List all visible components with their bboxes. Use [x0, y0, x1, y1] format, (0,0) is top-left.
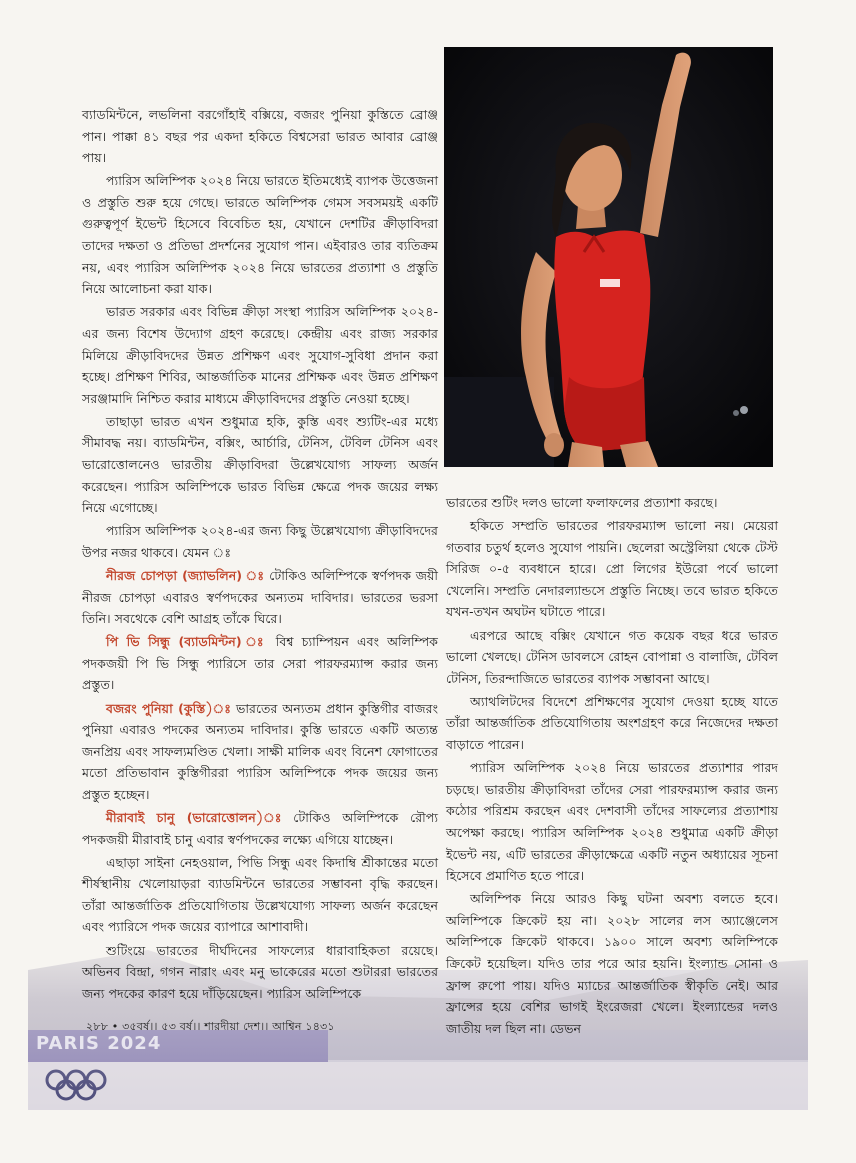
watermark-text: PARIS 2024	[36, 1033, 162, 1054]
athlete-paragraph-bajrang	[82, 698, 438, 806]
left-article-column	[82, 104, 438, 1006]
page-footer: ২৮৮ • ৩৫বর্ষ।। ৫৩ বর্ষ।। শারদীয়া দেশ।। আশ্বিন ১৪৩১	[86, 1020, 335, 1033]
athlete-description: ভারতের অন্যতম প্রধান কুস্তিগীর বাজরং পুনিয়া এবারও পদকের অন্যতম দাবিদার। কুস্তি ভারতে একটি অত্যন্ত জনপ্রিয় এবং সাফল্যমণ্ডিত খেলা। সাক্ষী মালিক এবং বিনেশ ফোগাতের মতো প্রতিভাবান কুস্তিগীররা প্যারিস অলিম্পিকে পদক জয়ের জন্য প্রস্তুত হচ্ছেন।	[82, 700, 439, 802]
paragraph: এরপরে আছে বক্সিং যেখানে গত কয়েক বছর ধরে ভারত ভালো খেলছে। টেনিস ডাবলসে রোহন বোপান্না ও বালাজি, টেবিল টেনিস, তিরন্দাজিতে ভারতের ব্যাপক সম্ভাবনা আছে।	[446, 627, 778, 686]
athlete-description: টোকিও অলিম্পিকে রৌপ্য পদকজয়ী মীরাবাই চানু এবার স্বর্ণপদকের লক্ষ্যে এগিয়ে যাচ্ছেন।	[82, 810, 438, 847]
paragraph: ব্যাডমিন্টনে, লভলিনা বরগোঁহাই বক্সিয়ে, বজরং পুনিয়া কুস্তিতে ব্রোঞ্জ পান। পাক্কা ৪১ বছর পর একদা হকিতে বিশ্বসেরা ভারত আবার ব্রোঞ্জ পায়।	[82, 107, 438, 166]
paragraph: এছাড়া সাইনা নেহওয়াল, পিভি সিন্ধু এবং কিদাম্বি শ্রীকান্তের মতো শীর্ষস্থানীয় খেলোয়াড়রা ব্যাডমিন্টনে ভারতের সম্ভাবনা বৃদ্ধি করছেন। তাঁরা আন্তর্জাতিক প্রতিযোগিতায় উল্লেখযোগ্য সাফল্য অর্জন করেছেন এবং প্যারিসে পদক জয়ের ব্যাপারে আশাবাদী।	[82, 854, 438, 935]
wrestler-photo	[444, 47, 773, 467]
athlete-name-highlight: পি ভি সিন্ধু (ব্যাডমিন্টন) ঃ	[106, 634, 268, 650]
athlete-description: টোকিও অলিম্পিকে স্বর্ণপদক জয়ী নীরজ চোপড়া এবারও স্বর্ণপদকের অন্যতম দাবিদার। ভারতের ভরসা তিনি। সবথেকে বেশি আগ্রহ তাঁকে ঘিরে।	[82, 567, 438, 627]
paragraph: অলিম্পিক নিয়ে আরও কিছু ঘটনা অবশ্য বলতে হবে। অলিম্পিকে ক্রিকেট হয় না। ২০২৮ সালের লস অ্যাঞ্জেলেস অলিম্পিকে ক্রিকেট থাকবে। ১৯০০ সালে অবশ্য অলিম্পিকে ক্রিকেট হয়েছিল। যদিও তার পরে আর হয়নি। ইংল্যান্ড সোনা ও ফ্রান্স রুপো পায়। যদিও ম্যাচের আন্তর্জাতিক স্বীকৃতি নেই। আর ফ্রান্সের হয়ে বেশির ভাগই ইংরেজরা খেলে। ইংল্যান্ডের দলও জাতীয় দল ছিল না। ডেভন	[446, 891, 778, 1036]
paragraph: প্যারিস অলিম্পিক ২০২৪ নিয়ে ভারতের প্রত্যাশার পারদ চড়ছে। ভারতীয় ক্রীড়াবিদরা তাঁদের সেরা পারফরম্যান্স করার জন্য কঠোর পরিশ্রম করছেন এবং দেশবাসী তাঁদের সাফল্যের প্রত্যাশায় অপেক্ষা করছে। প্যারিস অলিম্পিক ২০২৪ শুধুমাত্র একটি ক্রীড়া ইভেন্ট নয়, এটি ভারতের ক্রীড়াক্ষেত্রে একটি নতুন অধ্যায়ের সূচনা হিসেবে প্রমাণিত হতে পারে।	[446, 760, 778, 884]
paragraph: ভারতের শুটিং দলও ভালো ফলাফলের প্রত্যাশা করছে।	[446, 495, 718, 510]
paragraph: প্যারিস অলিম্পিক ২০২৪-এর জন্য কিছু উল্লেখযোগ্য ক্রীড়াবিদদের উপর নজর থাকবে। যেমন ঃ	[82, 523, 438, 560]
paragraph: ভারত সরকার এবং বিভিন্ন ক্রীড়া সংস্থা প্যারিস অলিম্পিক ২০২৪-এর জন্য বিশেষ উদ্যোগ গ্রহণ করেছে। কেন্দ্রীয় এবং রাজ্য সরকার মিলিয়ে ক্রীড়াবিদদের উন্নত প্রশিক্ষণ এবং সুযোগ-সুবিধা প্রদান করা হচ্ছে। প্রশিক্ষণ শিবির, আন্তর্জাতিক মানের প্রশিক্ষক এবং উন্নত প্রশিক্ষণ সরঞ্জামাদি নিশ্চিত করার মাধ্যমে ক্রীড়াবিদদের প্রস্তুতি নেওয়া হচ্ছে।	[82, 304, 438, 406]
athlete-name-highlight: মীরাবাই চানু (ভারোত্তোলন)ঃ	[106, 810, 282, 825]
athlete-description: বিশ্ব চ্যাম্পিয়ন এবং অলিম্পিক পদকজয়ী পি ভি সিন্ধু প্যারিসে তার সেরা পারফরম্যান্স করার জন্য প্রস্তুত।	[82, 634, 438, 693]
paragraph: হকিতে সম্প্রতি ভারতের পারফরম্যান্স ভালো নয়। মেয়েরা গতবার চতুর্থ হলেও সুযোগ পায়নি। ছেলেরা অস্ট্রেলিয়া থেকে টেস্ট সিরিজ ০-৫ ব্যবধানে হারে। প্রো লিগের ইউরো পর্বে ভালো খেলেনি। সম্প্রতি নেদারল্যান্ডসে প্রস্তুতি নিচ্ছে। তবে ভারত হকিতে যখন-তখন অঘটন ঘটাতে পারে।	[446, 518, 778, 620]
athlete-name-highlight: নীরজ চোপড়া (জ্যাভলিন) ঃ	[106, 567, 265, 583]
right-article-column	[446, 492, 778, 1041]
paragraph: প্যারিস অলিম্পিক ২০২৪ নিয়ে ভারতে ইতিমধ্যেই ব্যাপক উত্তেজনা ও প্রস্তুতি শুরু হয়ে গেছে। ভারতে অলিম্পিক গেমস সবসময়ই একটি গুরুত্বপূর্ণ ইভেন্ট হিসেবে বিবেচিত হয়, যেখানে দেশটির ক্রীড়াবিদরা তাদের দক্ষতা ও প্রতিভা প্রদর্শনের সুযোগ পান। এইবারও তার ব্যতিক্রম নয়, এবং প্যারিস অলিম্পিক ২০২৪ নিয়ে ভারতের প্রত্যাশা ও প্রস্তুতি নিয়ে আলোচনা করা যাক।	[82, 173, 438, 297]
paragraph: শুটিংয়ে ভারতের দীর্ঘদিনের সাফল্যের ধারাবাহিকতা রয়েছে। অভিনব বিন্দ্রা, গগন নারাং এবং মনু ভাকেরের মতো শুটাররা ভারতের জন্য পদকের কারণ হয়ে দাঁড়িয়েছেন। প্যারিস অলিম্পিকে	[82, 942, 438, 1001]
paragraph: তাছাড়া ভারত এখন শুধুমাত্র হকি, কুস্তি এবং শ্যুটিং-এর মধ্যে সীমাবদ্ধ নয়। ব্যাডমিন্টন, বক্সিং, আর্চারি, টেনিস, টেবিল টেনিস এবং ভারোত্তোলনেও ভারতীয় ক্রীড়াবিদরা উল্লেখযোগ্য সাফল্য অর্জন করেছেন। প্যারিস অলিম্পিকে ভারত বিভিন্ন ক্ষেত্রে পদক জয়ের লক্ষ্য নিয়ে এগোচ্ছে।	[82, 413, 438, 516]
athlete-paragraph-mirabai	[82, 807, 438, 850]
athlete-name-highlight: বজরং পুনিয়া (কুস্তি)ঃ	[106, 700, 232, 716]
athlete-paragraph-neeraj	[82, 565, 438, 630]
athlete-paragraph-sindhu	[82, 631, 438, 696]
paragraph: অ্যাথলিটদের বিদেশে প্রশিক্ষণের সুযোগ দেওয়া হচ্ছে যাতে তাঁরা আন্তর্জাতিক প্রতিযোগিতায় অংশগ্রহণ করে নিজেদের দক্ষতা বাড়াতে পারেন।	[446, 693, 778, 753]
